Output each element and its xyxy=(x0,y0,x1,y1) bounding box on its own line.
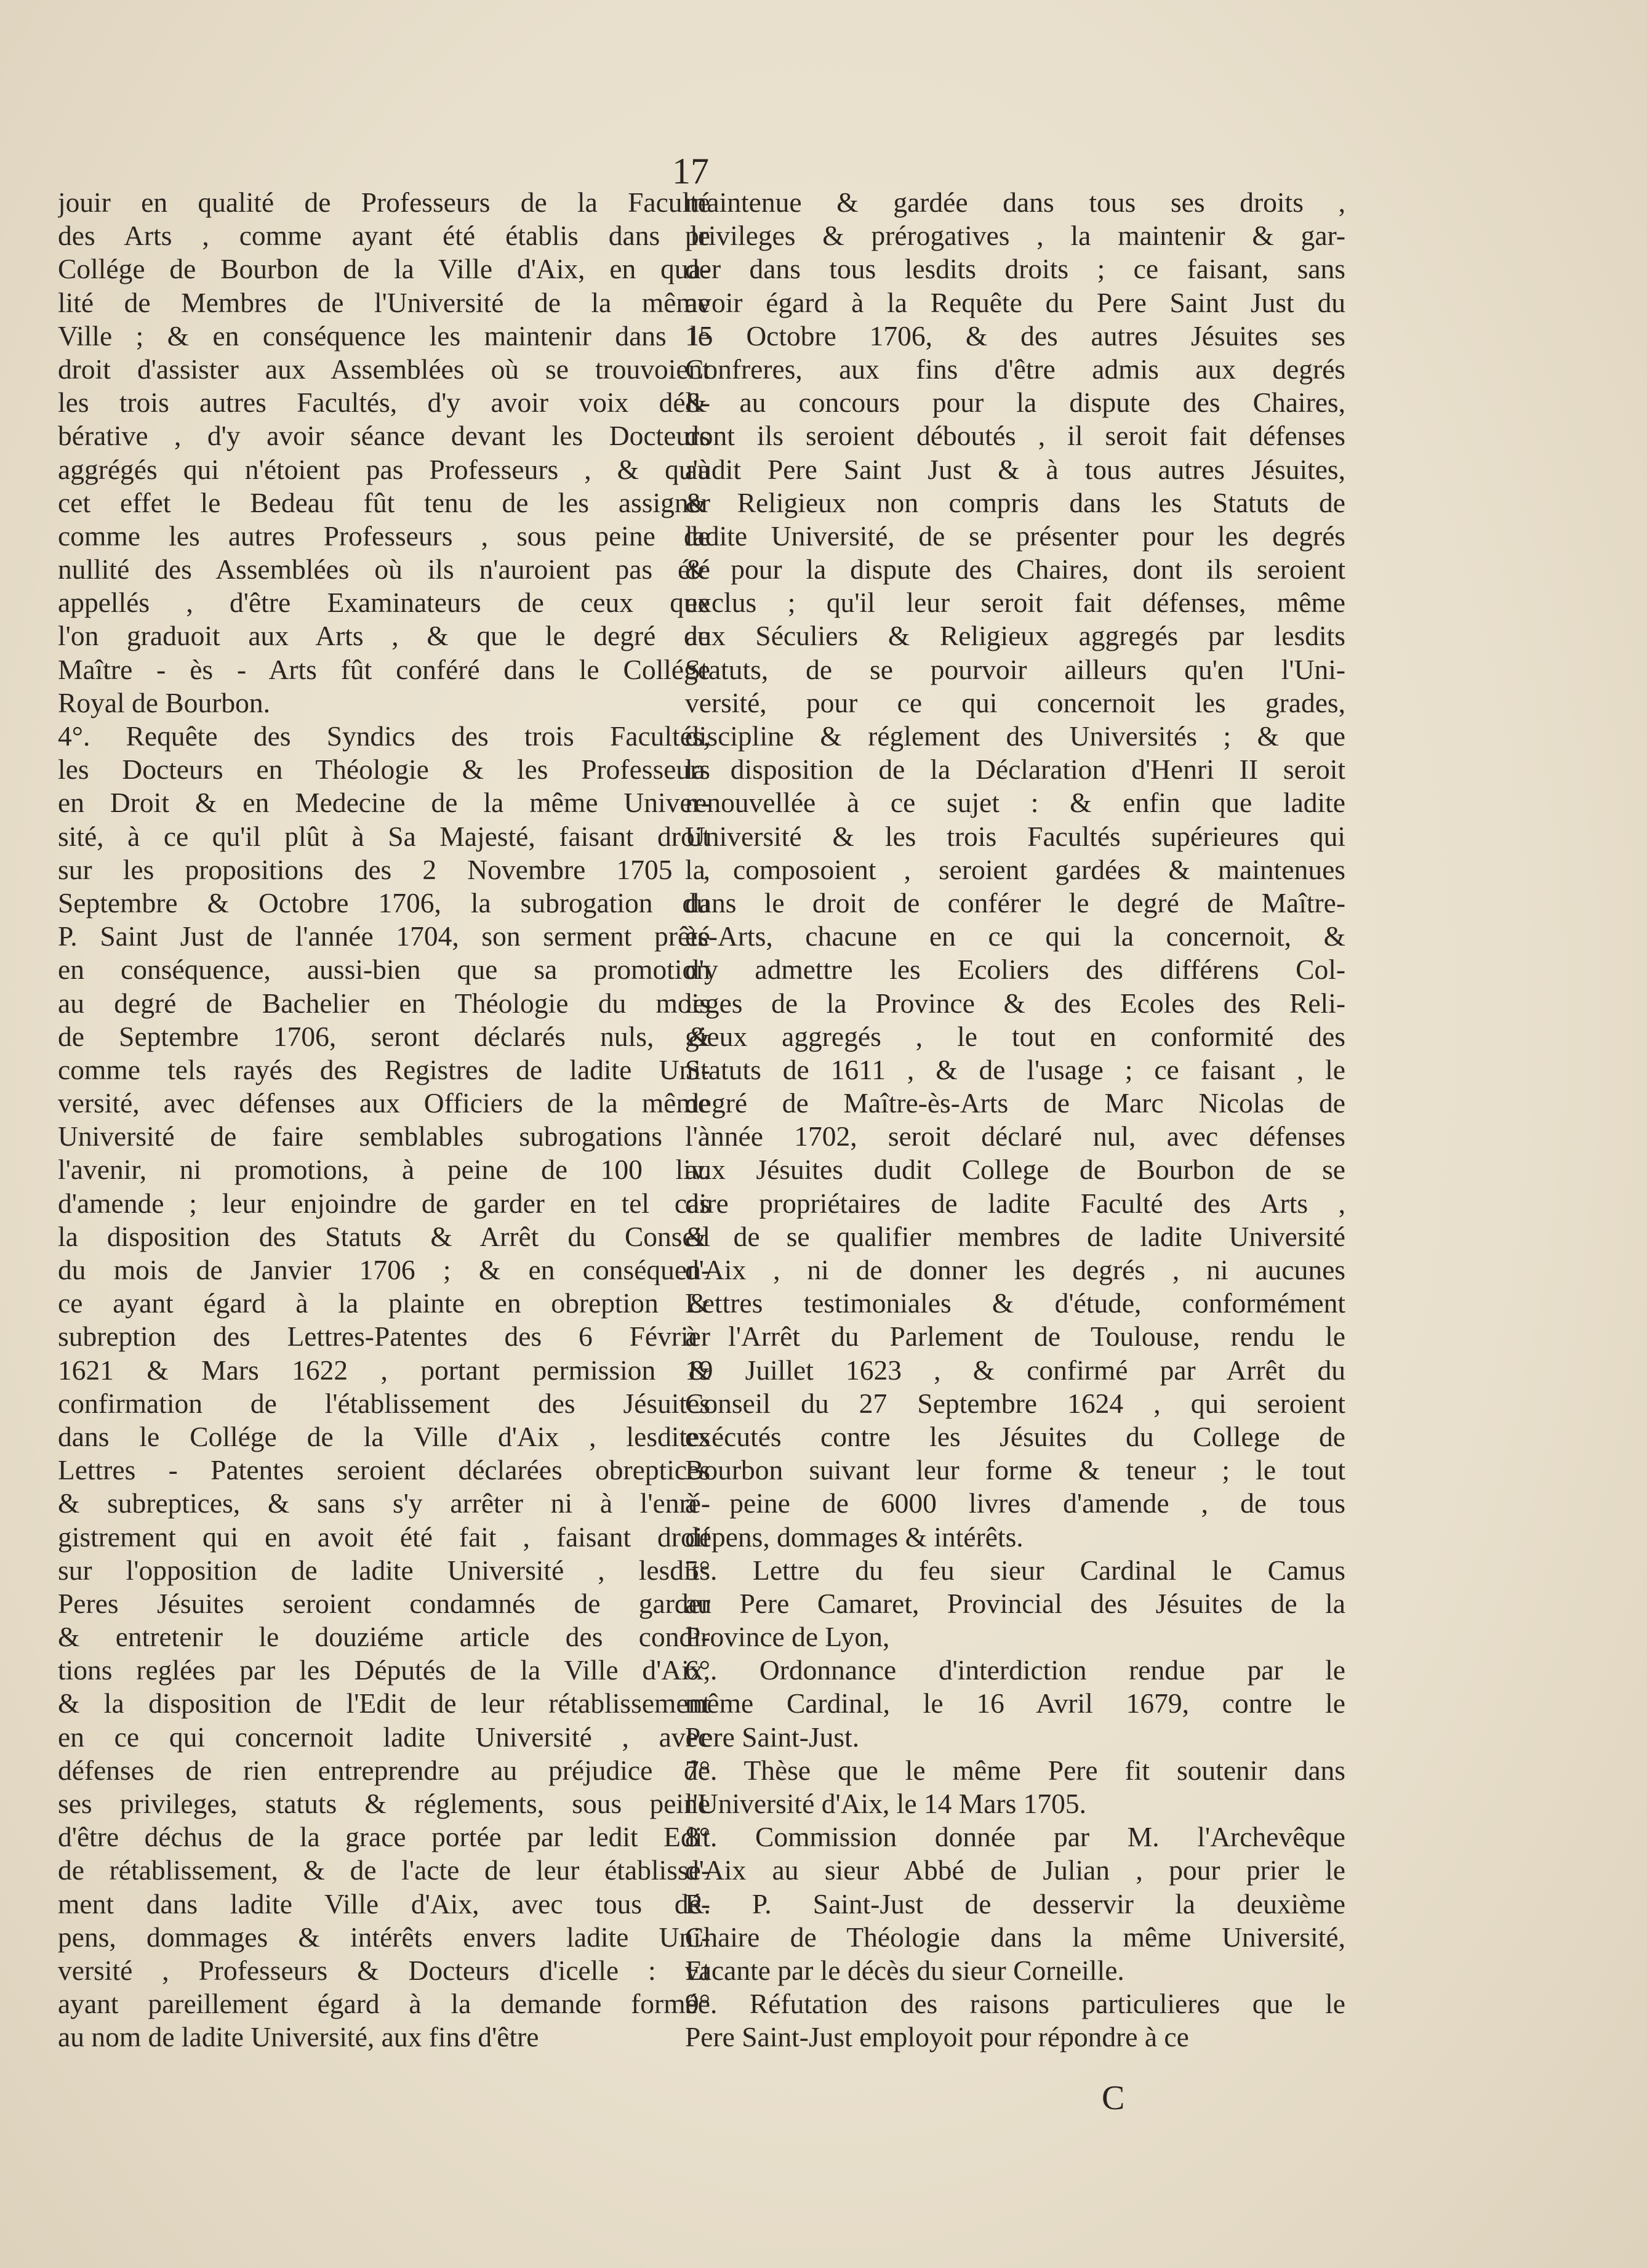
text-line: en ce qui concernoit ladite Université , avec xyxy=(58,1721,710,1753)
text-line: l'on graduoit aux Arts , & que le degré de xyxy=(58,620,710,652)
text-line: Province de Lyon, xyxy=(685,1621,890,1653)
text-line: Chaire de Théologie dans la même Université, xyxy=(685,1921,1345,1953)
text-line: droit d'assister aux Assemblées où se trouvoient xyxy=(58,353,710,385)
text-line: d'y admettre les Ecoliers des différens Col- xyxy=(685,954,1345,986)
text-line: dépens, dommages & intérêts. xyxy=(685,1521,1024,1553)
text-line: 5°. Lettre du feu sieur Cardinal le Camus xyxy=(685,1554,1345,1586)
text-line: gistrement qui en avoit été fait , faisant droit xyxy=(58,1521,710,1553)
text-line: 6°. Ordonnance d'interdiction rendue par le xyxy=(685,1654,1345,1686)
text-line: 1621 & Mars 1622 , portant permission & xyxy=(58,1354,710,1386)
text-line: renouvellée à ce sujet : & enfin que ladite xyxy=(685,787,1345,819)
text-line: Bourbon suivant leur forme & teneur ; le tout xyxy=(685,1454,1345,1486)
text-line: comme les autres Professeurs , sous peine de xyxy=(58,520,710,552)
text-line: dont ils seroient déboutés , il seroit fait défenses xyxy=(685,420,1345,452)
text-line: Université & les trois Facultés supérieures qui xyxy=(685,820,1345,852)
text-line: leges de la Province & des Ecoles des Reli- xyxy=(685,987,1345,1019)
text-line: sur l'opposition de ladite Université , lesdits xyxy=(58,1554,710,1586)
text-line: 19 Juillet 1623 , & confirmé par Arrêt du xyxy=(685,1354,1345,1386)
text-line: ayant pareillement égard à la demande formée xyxy=(58,1988,710,2020)
left-column xyxy=(58,186,710,2054)
text-line: avoir égard à la Requête du Pere Saint Just du xyxy=(685,286,1345,318)
text-line: Lettres testimoniales & d'étude, conformément xyxy=(685,1287,1345,1319)
text-line: du mois de Janvier 1706 ; & en conséquen- xyxy=(58,1254,710,1285)
text-line: R. P. Saint-Just de desservir la deuxième xyxy=(685,1888,1345,1920)
text-line: confirmation de l'établissement des Jésuites xyxy=(58,1387,710,1419)
signature-mark: C xyxy=(1102,2079,1125,2117)
text-line: l'avenir, ni promotions, à peine de 100 liv. xyxy=(58,1154,710,1186)
text-line: P. Saint Just de l'année 1704, son serment prêté xyxy=(58,920,710,952)
text-line: degré de Maître-ès-Arts de Marc Nicolas de xyxy=(685,1087,1345,1119)
text-line: l'année 1702, seroit déclaré nul, avec défenses xyxy=(685,1120,1345,1152)
text-line: aggrégés qui n'étoient pas Professeurs , & qu'à xyxy=(58,453,710,485)
text-line: & de se qualifier membres de ladite Université xyxy=(685,1220,1345,1252)
page-number: 17 xyxy=(672,151,709,191)
text-line: Pere Saint-Just employoit pour répondre à ce xyxy=(685,2021,1189,2053)
text-line: subreption des Lettres-Patentes des 6 Février xyxy=(58,1321,710,1353)
text-line: pens, dommages & intérêts envers ladite Uni- xyxy=(58,1921,710,1953)
text-line: versité, pour ce qui concernoit les grades, xyxy=(685,686,1345,718)
text-line: de rétablissement, & de l'acte de leur établisse- xyxy=(58,1854,710,1886)
text-line: 7°. Thèse que le même Pere fit soutenir dans xyxy=(685,1754,1345,1786)
text-line: les trois autres Facultés, d'y avoir voix déli- xyxy=(58,387,710,419)
text-line: même Cardinal, le 16 Avril 1679, contre le xyxy=(685,1687,1345,1719)
text-line: & subreptices, & sans s'y arrêter ni à l'enré- xyxy=(58,1487,710,1519)
text-line: Maître - ès - Arts fût conféré dans le Collége xyxy=(58,653,710,685)
text-line: gieux aggregés , le tout en conformité des xyxy=(685,1020,1345,1052)
text-line: d'être déchus de la grace portée par ledit Edit xyxy=(58,1821,710,1853)
text-line: 8°. Commission donnée par M. l'Archevêque xyxy=(685,1821,1345,1853)
text-line: d'amende ; leur enjoindre de garder en tel cas xyxy=(58,1187,710,1219)
text-line: ment dans ladite Ville d'Aix, avec tous dé- xyxy=(58,1888,710,1920)
text-line: sur les propositions des 2 Novembre 1705 , xyxy=(58,853,710,885)
text-line: de Septembre 1706, seront déclarés nuls, & xyxy=(58,1020,710,1052)
text-line: les Docteurs en Théologie & les Professeurs xyxy=(58,754,710,786)
text-line: dire propriétaires de ladite Faculté des Arts , xyxy=(685,1187,1345,1219)
text-line: 15 Octobre 1706, & des autres Jésuites ses xyxy=(685,320,1345,352)
text-line: bérative , d'y avoir séance devant les Docteurs xyxy=(58,420,710,452)
text-line: jouir en qualité de Professeurs de la Faculté xyxy=(58,187,710,218)
text-line: aux Séculiers & Religieux aggregés par lesdits xyxy=(685,620,1345,652)
text-line: des Arts , comme ayant été établis dans le xyxy=(58,220,710,252)
text-line: & pour la dispute des Chaires, dont ils seroient xyxy=(685,553,1345,585)
text-line: la disposition de la Déclaration d'Henri II seroit xyxy=(685,754,1345,786)
text-line: au Pere Camaret, Provincial des Jésuites de la xyxy=(685,1587,1345,1619)
text-line: appellés , d'être Examinateurs de ceux que xyxy=(58,587,710,619)
text-line: la disposition des Statuts & Arrêt du Conseil xyxy=(58,1220,710,1252)
text-line: maintenue & gardée dans tous ses droits , xyxy=(685,187,1345,218)
text-line: dans le droit de conférer le degré de Maître- xyxy=(685,887,1345,919)
text-line: Septembre & Octobre 1706, la subrogation du xyxy=(58,887,710,919)
text-line: lité de Membres de l'Université de la même xyxy=(58,286,710,318)
text-line: Lettres - Patentes seroient déclarées obreptices xyxy=(58,1454,710,1486)
text-line: à peine de 6000 livres d'amende , de tous xyxy=(685,1487,1345,1519)
text-line: & la disposition de l'Edit de leur rétablissement xyxy=(58,1687,710,1719)
text-line: d'Aix , ni de donner les degrés , ni aucunes xyxy=(685,1254,1345,1285)
text-line: Confreres, aux fins d'être admis aux degrés xyxy=(685,353,1345,385)
text-line: en Droit & en Medecine de la même Univer- xyxy=(58,787,710,819)
text-line: ses privileges, statuts & réglements, sous peine xyxy=(58,1788,710,1819)
text-line: & entretenir le douziéme article des condi- xyxy=(58,1621,710,1653)
text-line: à l'Arrêt du Parlement de Toulouse, rendu le xyxy=(685,1321,1345,1353)
text-line: exclus ; qu'il leur seroit fait défenses, même xyxy=(685,587,1345,619)
text-line: der dans tous lesdits droits ; ce faisant, sans xyxy=(685,253,1345,285)
text-line: versité , Professeurs & Docteurs d'icelle : Et xyxy=(58,1954,710,1986)
text-line: Université de faire semblables subrogations à xyxy=(58,1120,710,1152)
text-line: en conséquence, aussi-bien que sa promotion xyxy=(58,954,710,986)
text-line: & au concours pour la dispute des Chaires, xyxy=(685,387,1345,419)
text-line: Peres Jésuites seroient condamnés de garder xyxy=(58,1587,710,1619)
text-line: tions reglées par les Députés de la Ville d'Aix, xyxy=(58,1654,710,1686)
text-line: cet effet le Bedeau fût tenu de les assigner xyxy=(58,486,710,518)
text-line: 9°. Réfutation des raisons particulieres que le xyxy=(685,1988,1345,2020)
text-line: audit Pere Saint Just & à tous autres Jésuites, xyxy=(685,453,1345,485)
text-line: défenses de rien entreprendre au préjudice de xyxy=(58,1754,710,1786)
text-line: comme tels rayés des Registres de ladite Uni- xyxy=(58,1053,710,1085)
text-line: la composoient , seroient gardées & maintenues xyxy=(685,853,1345,885)
right-column xyxy=(685,186,1345,2054)
text-line: Statuts de 1611 , & de l'usage ; ce faisant , le xyxy=(685,1053,1345,1085)
text-line: dans le Collége de la Ville d'Aix , lesdites xyxy=(58,1420,710,1452)
text-line: & Religieux non compris dans les Statuts de xyxy=(685,486,1345,518)
text-line: Conseil du 27 Septembre 1624 , qui seroient xyxy=(685,1387,1345,1419)
text-line: vacante par le décès du sieur Corneille. xyxy=(685,1954,1124,1986)
text-line: sité, à ce qu'il plût à Sa Majesté, faisant droit xyxy=(58,820,710,852)
text-line: ladite Université, de se présenter pour les degrés xyxy=(685,520,1345,552)
text-line: versité, avec défenses aux Officiers de la même xyxy=(58,1087,710,1119)
text-line: Ville ; & en conséquence les maintenir dans le xyxy=(58,320,710,352)
text-line: ès-Arts, chacune en ce qui la concernoit, & xyxy=(685,920,1345,952)
text-line: 4°. Requête des Syndics des trois Facultés, xyxy=(58,720,710,752)
text-line: Royal de Bourbon. xyxy=(58,686,271,718)
text-line: Pere Saint-Just. xyxy=(685,1721,860,1753)
text-line: aux Jésuites dudit College de Bourbon de se xyxy=(685,1154,1345,1186)
text-line: au degré de Bachelier en Théologie du mois xyxy=(58,987,710,1019)
text-line: discipline & réglement des Universités ; & que xyxy=(685,720,1345,752)
text-line: Collége de Bourbon de la Ville d'Aix, en qua- xyxy=(58,253,710,285)
text-line: privileges & prérogatives , la maintenir & gar- xyxy=(685,220,1345,252)
text-line: exécutés contre les Jésuites du College de xyxy=(685,1420,1345,1452)
text-line: d'Aix au sieur Abbé de Julian , pour prier le xyxy=(685,1854,1345,1886)
text-line: Statuts, de se pourvoir ailleurs qu'en l'Uni- xyxy=(685,653,1345,685)
text-line: nullité des Assemblées où ils n'auroient pas été xyxy=(58,553,710,585)
text-line: ce ayant égard à la plainte en obreption & xyxy=(58,1287,710,1319)
text-line: l'Université d'Aix, le 14 Mars 1705. xyxy=(685,1788,1087,1819)
text-line: au nom de ladite Université, aux fins d'être xyxy=(58,2021,539,2053)
